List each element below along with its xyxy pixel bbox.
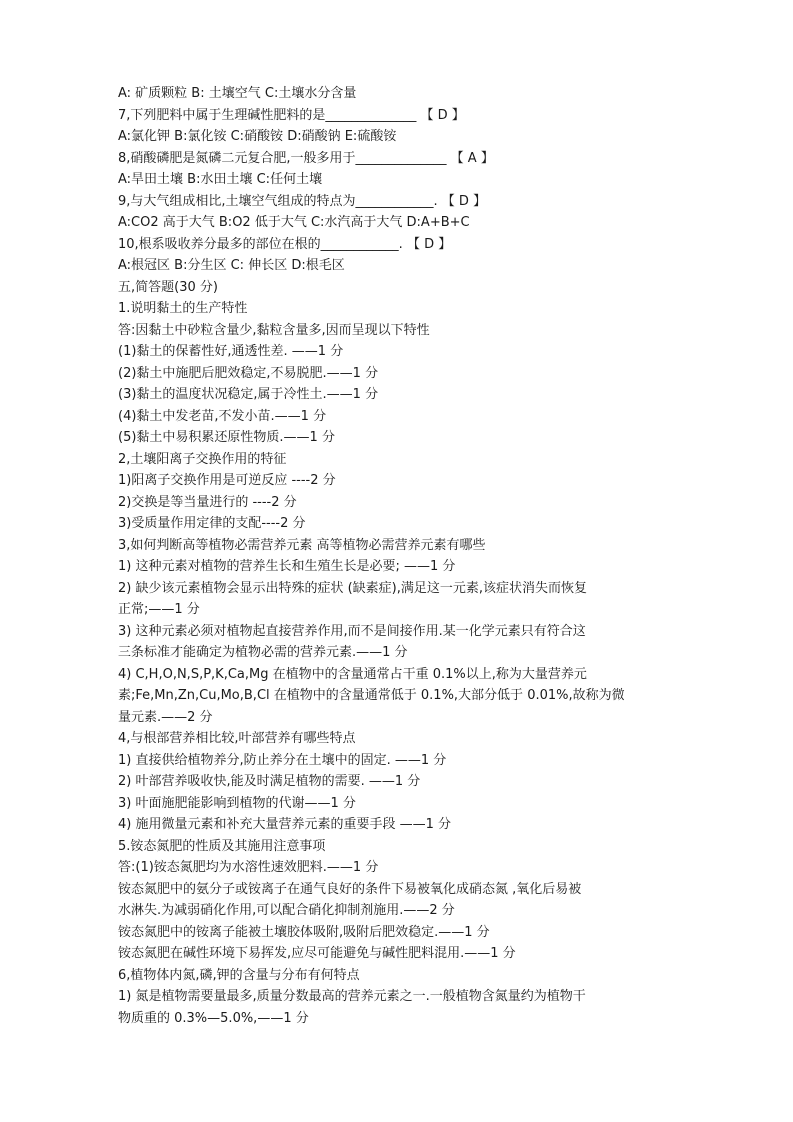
text-line: 水淋失.为减弱硝化作用,可以配合硝化抑制剂施用.——2 分 (118, 903, 455, 918)
text-line: 2) 缺少该元素植物会显示出特殊的症状 (缺素症),满足这一元素,该症状消失而恢复 (118, 580, 588, 596)
text-line: A:根冠区 B:分生区 C: 伸长区 D:根毛区 (118, 258, 345, 273)
text-line: A:CO2 高于大气 B:O2 低于大气 C:水汽高于大气 D:A+B+C (118, 215, 470, 230)
text-line: 1) 这种元素对植物的营养生长和生殖生长是必要; ——1 分 (118, 559, 456, 574)
text-line: 三条标准才能确定为植物必需的营养元素.——1 分 (118, 645, 408, 660)
text-line: 10,根系吸收养分最多的部位在根的____________. 【 D 】 (118, 236, 452, 252)
question-heading: 3,如何判断高等植物必需营养元素 高等植物必需营养元素有哪些 (118, 537, 486, 553)
text-line: 物质重的 0.3%—5.0%,——1 分 (118, 1010, 309, 1026)
text-line: (3)黏土的温度状况稳定,属于冷性土.——1 分 (118, 387, 379, 402)
text-line: 3)受质量作用定律的支配----2 分 (118, 516, 306, 531)
text-line: 7,下列肥料中属于生理碱性肥料的是______________ 【 D 】 (118, 107, 465, 123)
question-heading: 5.铵态氮肥的性质及其施用注意事项 (118, 838, 326, 854)
question-heading: 2,土壤阳离子交换作用的特征 (118, 451, 287, 467)
text-line: 2) 叶部营养吸收快,能及时满足植物的需要. ——1 分 (118, 774, 421, 789)
text-line: (1)黏土的保蓄性好,通透性差. ——1 分 (118, 344, 344, 359)
section-heading: 五,简答题(30 分) (118, 279, 218, 295)
text-line: A:旱田土壤 B:水田土壤 C:任何土壤 (118, 172, 323, 187)
text-line: A:氯化钾 B:氯化铵 C:硝酸铵 D:硝酸钠 E:硫酸铵 (118, 129, 397, 144)
text-line: (2)黏土中施肥后肥效稳定,不易脱肥.——1 分 (118, 365, 379, 381)
question-heading: 1.说明黏土的生产特性 (118, 301, 248, 316)
text-line: 铵态氮肥中的铵离子能被土壤胶体吸附,吸附后肥效稳定.——1 分 (118, 924, 490, 940)
text-line: A: 矿质颗粒 B: 土壤空气 C:土壤水分含量 (118, 86, 357, 101)
text-line: 2)交换是等当量进行的 ----2 分 (118, 494, 297, 510)
text-line: (4)黏土中发老苗,不发小苗.——1 分 (118, 408, 327, 424)
text-line: 9,与大气组成相比,土壤空气组成的特点为____________. 【 D 】 (118, 193, 487, 209)
text-line: 正常;——1 分 (118, 602, 200, 617)
question-heading: 4,与根部营养相比较,叶部营养有哪些特点 (118, 731, 356, 746)
text-line: 3) 这种元素必须对植物起直接营养作用,而不是间接作用.某一化学元素只有符合这 (118, 623, 586, 639)
text-line: 答:(1)铵态氮肥均为水溶性速效肥料.——1 分 (118, 860, 379, 875)
text-line: 素;Fe,Mn,Zn,Cu,Mo,B,Cl 在植物中的含量通常低于 0.1%,大部分低于 0.01%,故称为微 (118, 688, 625, 703)
text-line: 铵态氮肥在碱性环境下易挥发,应尽可能避免与碱性肥料混用.——1 分 (118, 946, 516, 961)
question-heading: 6,植物体内氮,磷,钾的含量与分布有何特点 (118, 967, 360, 983)
text-line: 铵态氮肥中的氨分子或铵离子在通气良好的条件下易被氧化成硝态氮 ,氧化后易被 (118, 881, 582, 897)
text-line: 3) 叶面施肥能影响到植物的代谢——1 分 (118, 795, 356, 811)
text-line: 8,硝酸磷肥是氮磷二元复合肥,一般多用于______________ 【 A 】 (118, 150, 494, 166)
text-line: 1) 氮是植物需要量最多,质量分数最高的营养元素之一.一般植物含氮量约为植物干 (118, 989, 586, 1004)
text-line: 答:因黏土中砂粒含量少,黏粒含量多,因而呈现以下特性 (118, 322, 430, 338)
text-line: 1)阳离子交换作用是可逆反应 ----2 分 (118, 473, 336, 488)
text-line: 1) 直接供给植物养分,防止养分在土壤中的固定. ——1 分 (118, 752, 447, 768)
text-line: 4) C,H,O,N,S,P,K,Ca,Mg 在植物中的含量通常占干重 0.1%以上,称为大量营养元 (118, 666, 587, 682)
text-line: (5)黏土中易积累还原性物质.——1 分 (118, 430, 335, 445)
text-line: 4) 施用微量元素和补充大量营养元素的重要手段 ——1 分 (118, 817, 452, 832)
text-line: 量元素.——2 分 (118, 709, 213, 725)
document-body (118, 83, 678, 1029)
